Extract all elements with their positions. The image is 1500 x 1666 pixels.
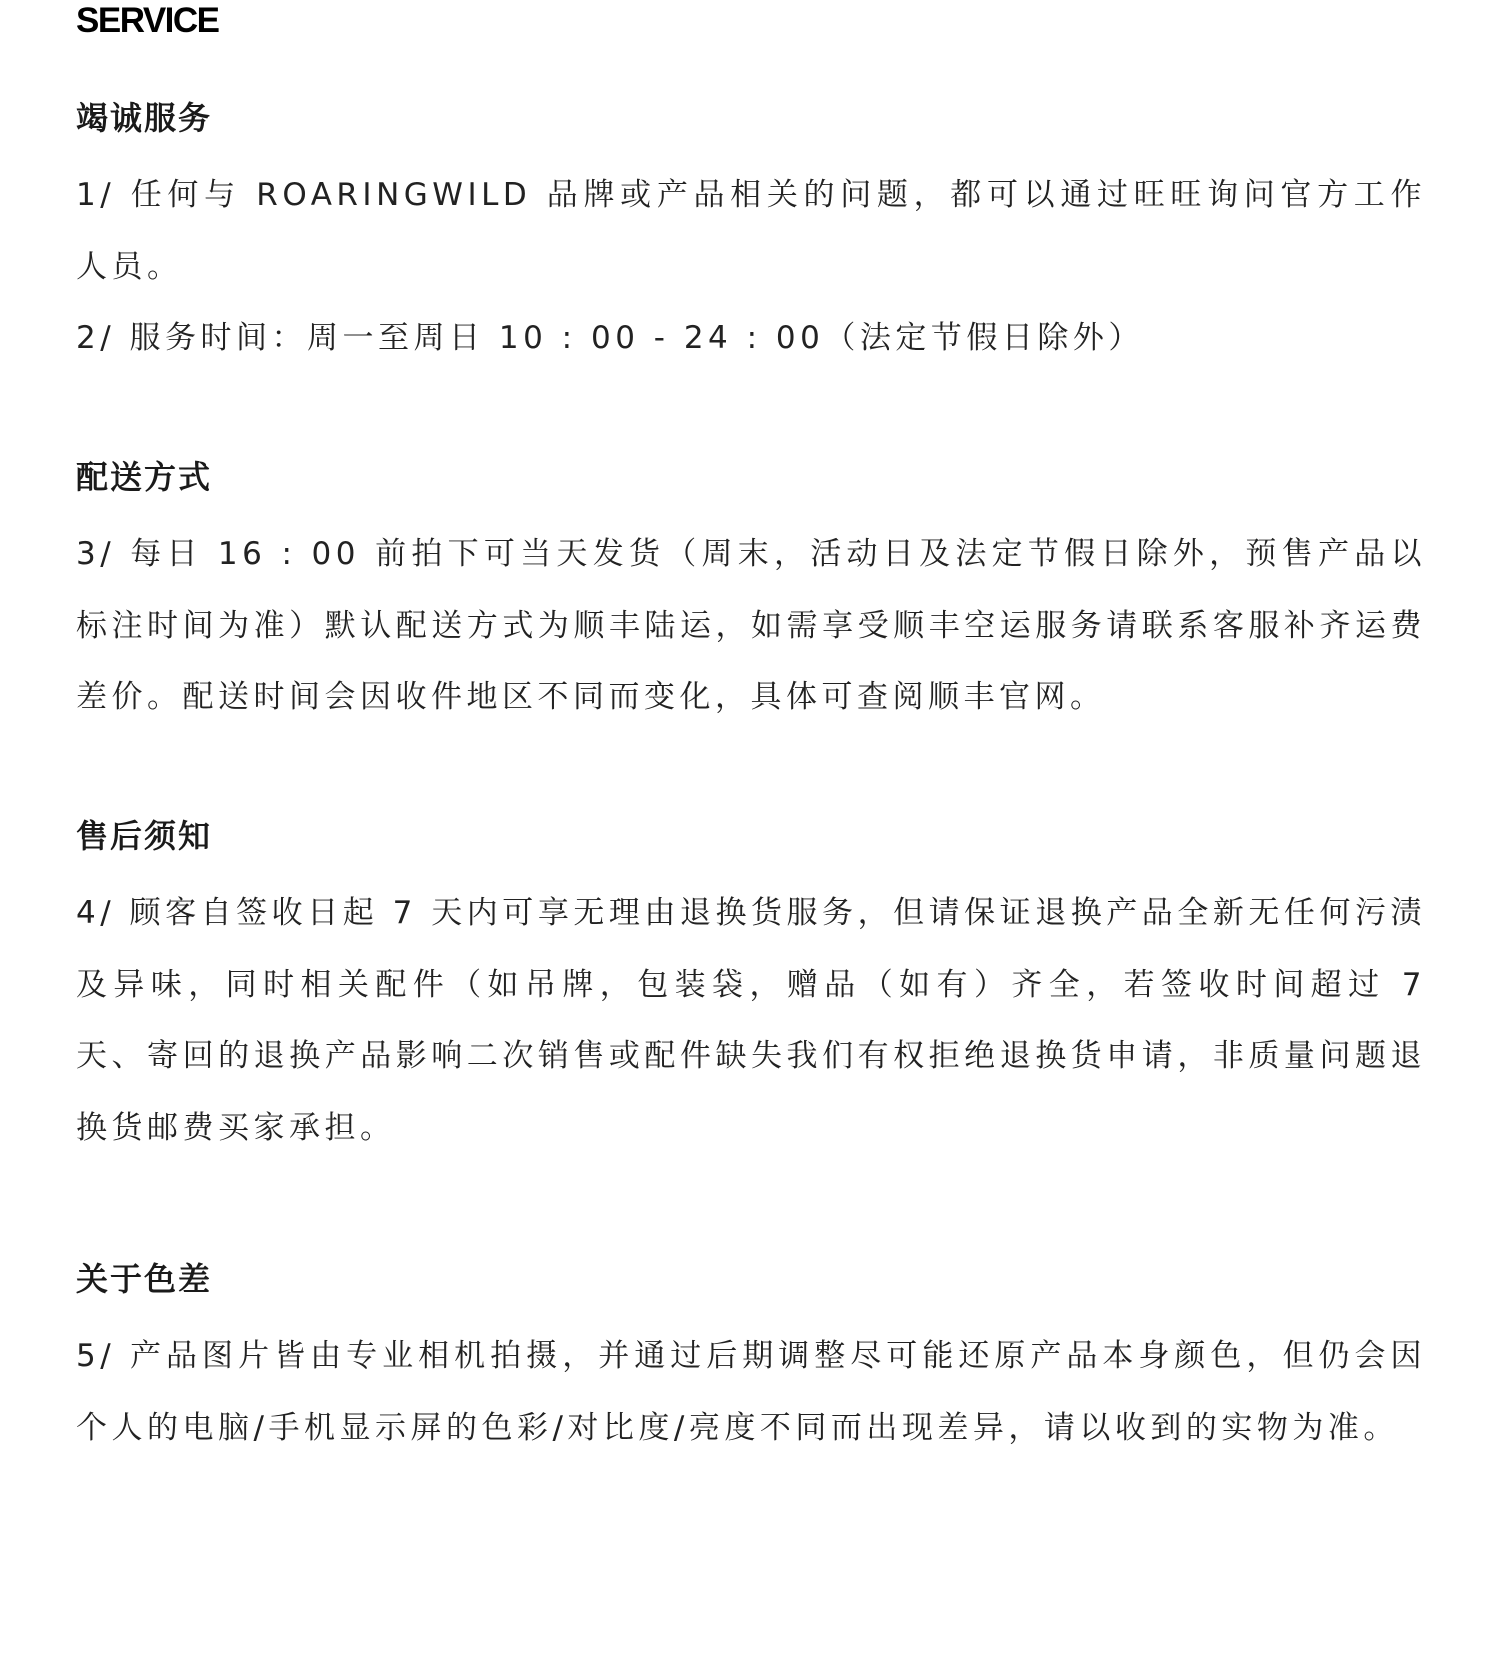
paragraph-returns: 4/ 顾客自签收日起 7 天内可享无理由退换货服务，但请保证退换产品全新无任何污渍及异味，同时相关配件（如吊牌，包装袋，赠品（如有）齐全，若签收时间超过 7 天、寄回的退换产品影响二次销售或配件缺失我们有权拒绝退换货申请，非质量问题退换货邮费买家承担。 [76, 895, 1426, 1146]
page-title: SERVICE [76, 1, 219, 40]
paragraph-inquiry: 1/ 任何与 ROARINGWILD 品牌或产品相关的问题，都可以通过旺旺询问官方工作人员。 [76, 177, 1426, 285]
section-body [76, 878, 1426, 1164]
section-after-sales [76, 816, 1426, 1164]
section-dedicated-service [76, 98, 1426, 375]
paragraph-delivery: 3/ 每日 16 : 00 前拍下可当天发货（周末，活动日及法定节假日除外，预售产品以标注时间为准）默认配送方式为顺丰陆运，如需享受顺丰空运服务请联系客服补齐运费差价。配送时间会因收件地区不同而变化，具体可查阅顺丰官网。 [76, 536, 1426, 715]
section-heading: 关于色差 [76, 1260, 213, 1298]
paragraph-color: 5/ 产品图片皆由专业相机拍摄，并通过后期调整尽可能还原产品本身颜色，但仍会因个人的电脑/手机显示屏的色彩/对比度/亮度不同而出现差异，请以收到的实物为准。 [76, 1338, 1426, 1446]
section-body [76, 519, 1426, 734]
section-color-difference [76, 1259, 1426, 1464]
section-heading: 竭诚服务 [76, 99, 213, 137]
section-delivery [76, 457, 1426, 734]
paragraph-service-hours: 2/ 服务时间：周一至周日 10 : 00 - 24 : 00（法定节假日除外） [76, 320, 1144, 356]
section-body [76, 160, 1426, 375]
section-heading: 配送方式 [76, 458, 213, 496]
section-heading: 售后须知 [76, 817, 213, 855]
section-body [76, 1321, 1426, 1464]
